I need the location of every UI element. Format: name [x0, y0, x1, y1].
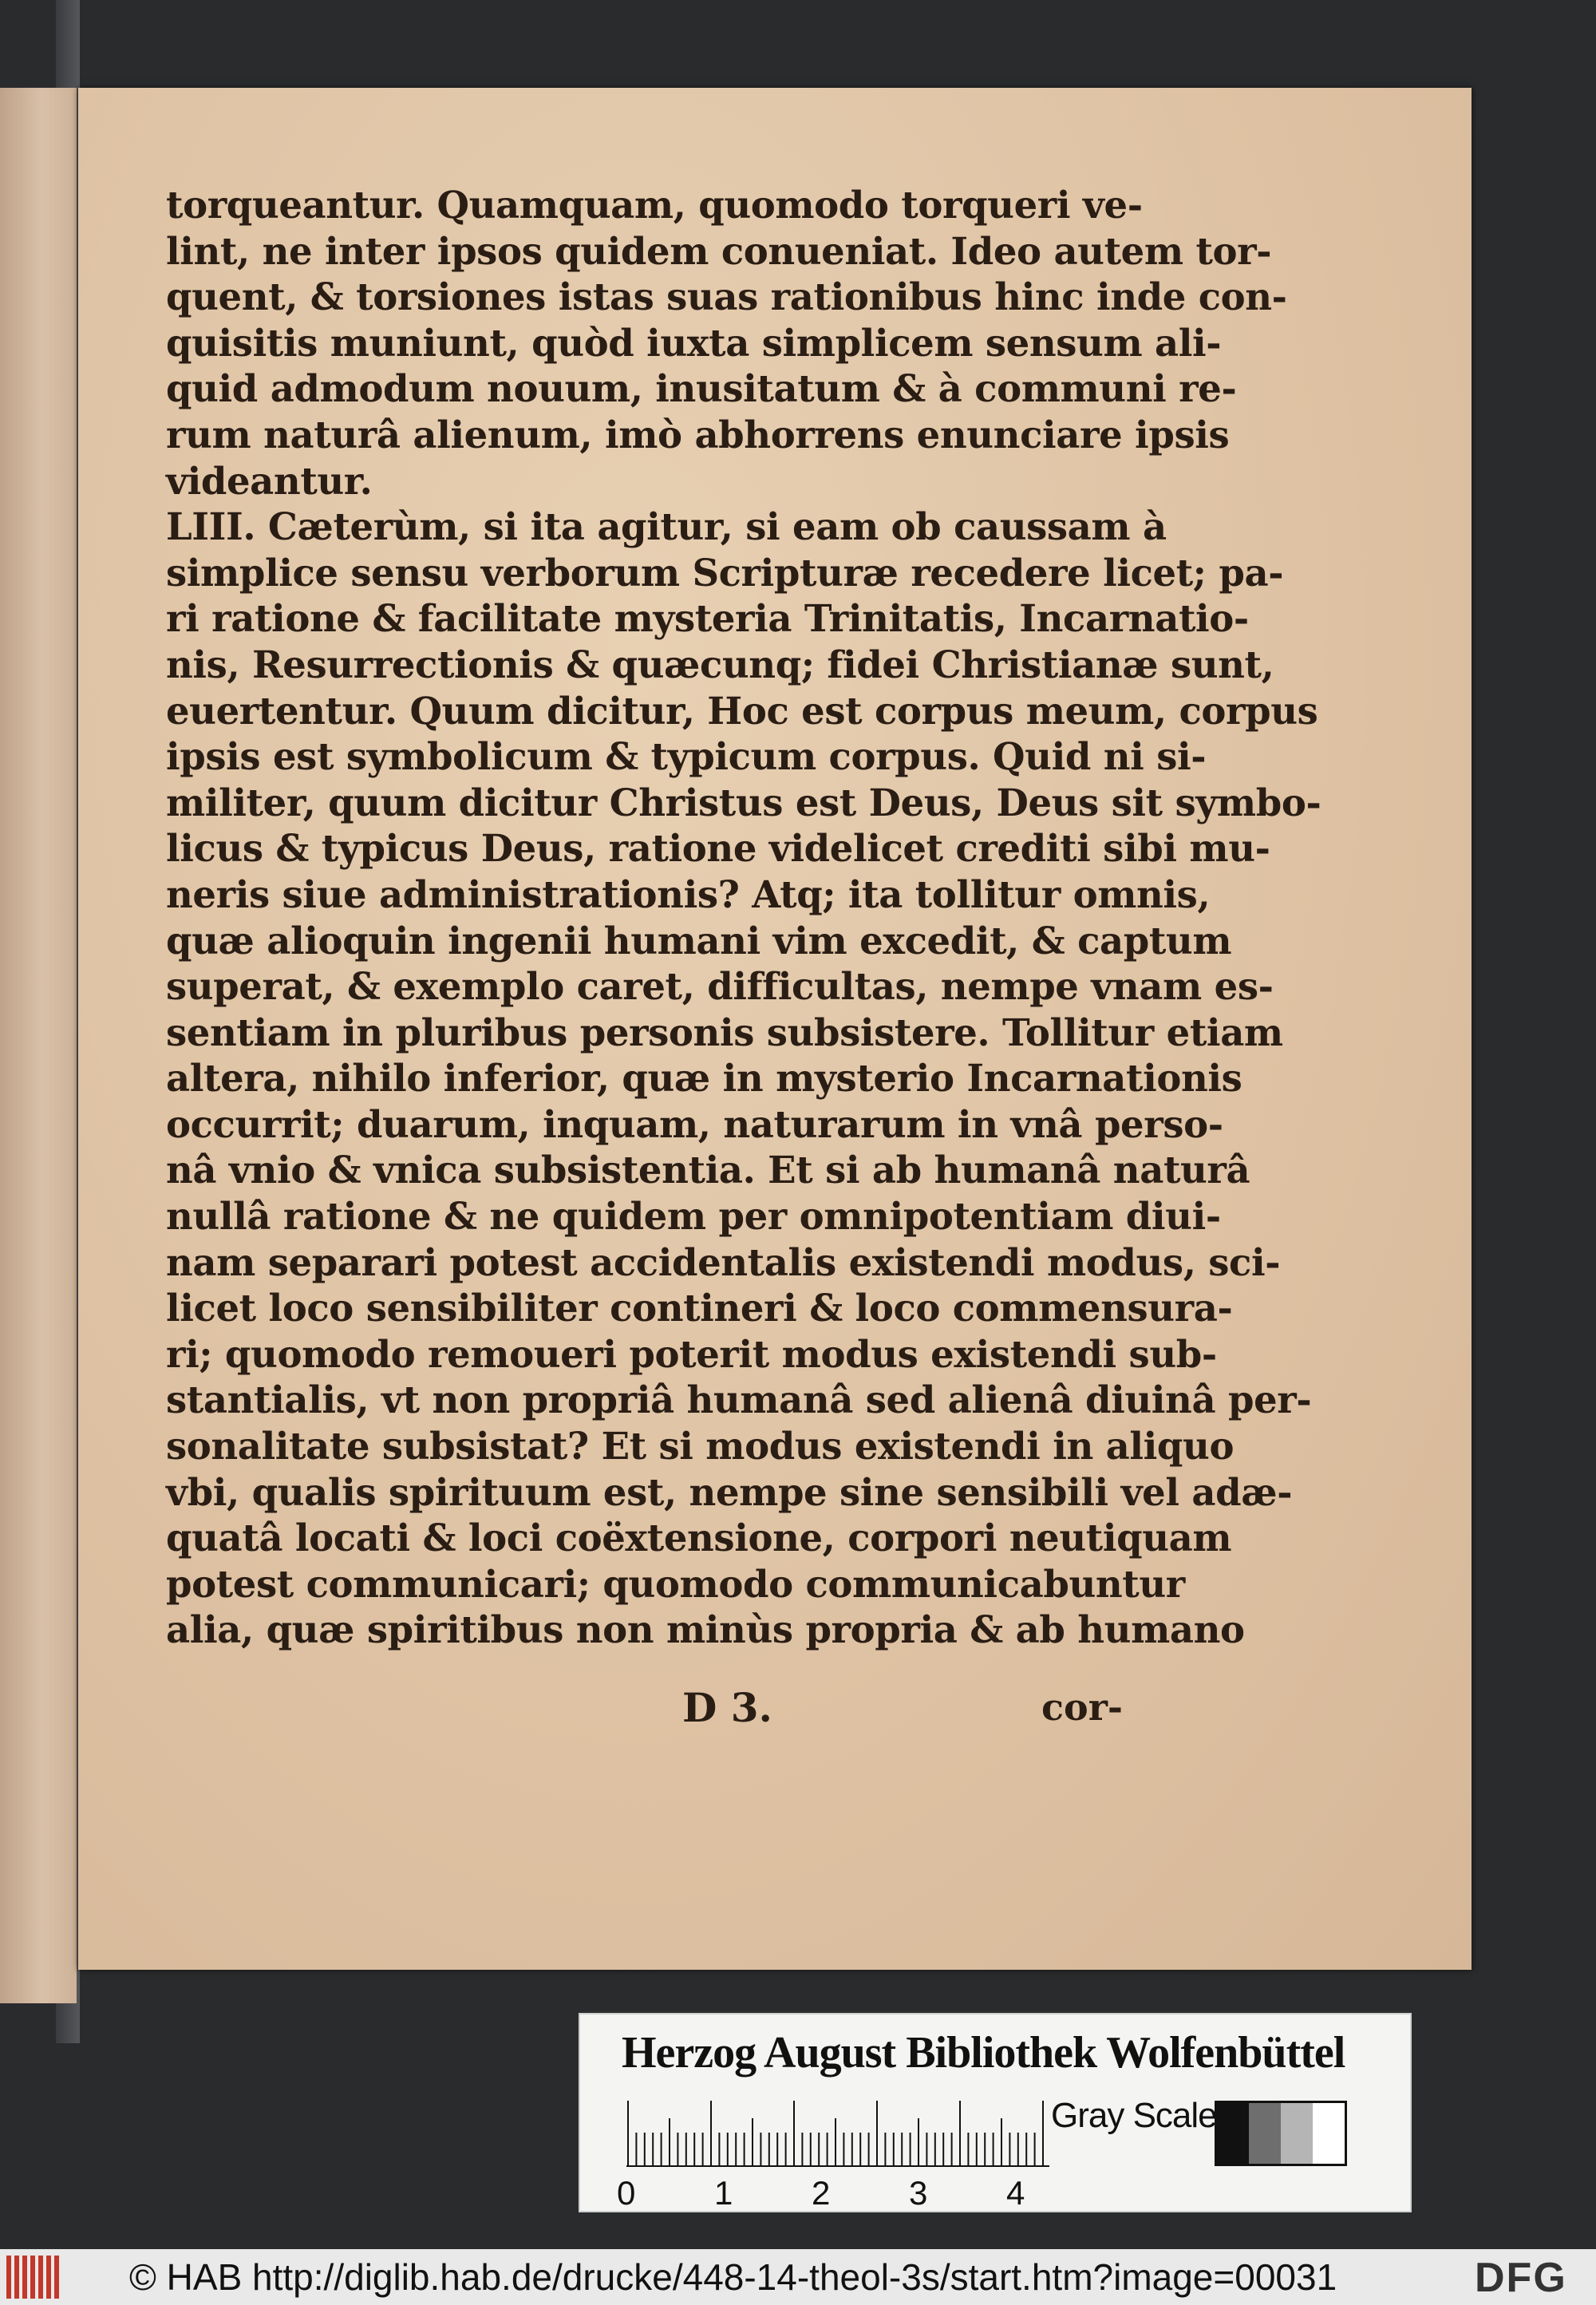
source-url[interactable]: © HAB http://diglib.hab.de/drucke/448-14-theol-3s/start.htm?image=00031: [129, 2256, 1337, 2298]
text-line: quisitis muniunt, quòd iuxta simplicem sensum ali-: [166, 320, 1222, 365]
text-line: stantialis, vt non propriâ humanâ sed alienâ diuinâ per-: [166, 1378, 1312, 1422]
text-line: sonalitate subsistat? Et si modus existendi in aliquo: [166, 1424, 1235, 1469]
text-line: videantur.: [166, 458, 373, 503]
text-line: ipsis est symbolicum & typicum corpus. Quid ni si-: [166, 734, 1207, 779]
ruler-number-3: 3: [909, 2174, 928, 2212]
ruler-number-2: 2: [812, 2174, 831, 2212]
ruler-number-0: 0: [617, 2174, 636, 2212]
text-line: superat, & exemplo caret, difficultas, nempe vnam es-: [166, 964, 1274, 1009]
gray-scale-swatch: [1215, 2101, 1347, 2166]
ruler-number-4: 4: [1006, 2174, 1025, 2212]
gray-swatch: [1281, 2103, 1313, 2164]
gray-scale-label: Gray Scale: [1051, 2096, 1217, 2135]
dfg-logo: DFG: [1475, 2255, 1567, 2301]
ruler-number-1: 1: [714, 2174, 733, 2212]
text-line: sentiam in pluribus personis subsistere. Tollitur etiam: [166, 1010, 1283, 1054]
text-line: quatâ locati & loci coëxtensione, corpori neutiquam: [166, 1516, 1232, 1560]
catchword: cor-: [1041, 1686, 1124, 1729]
text-line: licet loco sensibiliter contineri & loco commensura-: [166, 1286, 1233, 1330]
text-line: vbi, qualis spirituum est, nempe sine sensibili vel adæ-: [166, 1469, 1293, 1514]
text-line: ri; quomodo remoueri poterit modus existendi sub-: [166, 1331, 1217, 1376]
text-line: nullâ ratione & ne quidem per omnipotentiam diui-: [166, 1194, 1221, 1239]
library-label-title: Herzog August Bibliothek Wolfenbüttel: [622, 2028, 1345, 2078]
text-line: rum naturâ alienum, imò abhorrens enunciare ipsis: [166, 412, 1230, 457]
text-line: torqueantur. Quamquam, quomodo torqueri ve-: [166, 183, 1143, 227]
text-line: euertentur. Quum dicitur, Hoc est corpus meum, corpus: [166, 688, 1318, 733]
text-line: nâ vnio & vnica subsistentia. Et si ab humanâ naturâ: [166, 1148, 1250, 1192]
text-line: altera, nihilo inferior, quæ in mysterio Incarnationis: [166, 1056, 1242, 1101]
bottom-bar: [0, 2249, 1596, 2305]
gray-swatch: [1217, 2103, 1249, 2164]
signature-mark: D 3.: [682, 1684, 772, 1731]
text-line: neris siue administrationis? Atq; ita tollitur omnis,: [166, 872, 1211, 916]
library-label: [579, 2013, 1412, 2212]
text-line: simplice sensu verborum Scripturæ recedere licet; pa-: [166, 550, 1284, 595]
text-line: lint, ne inter ipsos quidem conueniat. Ideo autem tor-: [166, 228, 1272, 273]
text-line: potest communicari; quomodo communicabuntur: [166, 1561, 1185, 1606]
text-line: quæ alioquin ingenii humani vim excedit, & captum: [166, 918, 1232, 963]
text-line: licus & typicus Deus, ratione videlicet crediti sibi mu-: [166, 826, 1270, 871]
gray-swatch: [1249, 2103, 1281, 2164]
text-line: ri ratione & facilitate mysteria Trinitatis, Incarnatio-: [166, 596, 1249, 641]
text-line: militer, quum dicitur Christus est Deus, Deus sit symbo-: [166, 780, 1321, 824]
ruler: [626, 2101, 1049, 2168]
text-line: nis, Resurrectionis & quæcunq; fidei Christianæ sunt,: [166, 642, 1274, 686]
gray-swatch: [1313, 2103, 1345, 2164]
text-line: nam separari potest accidentalis existendi modus, sci-: [166, 1239, 1281, 1284]
barcode-icon: [6, 2256, 69, 2299]
page-text-block: [166, 182, 1321, 1653]
text-line: occurrit; duarum, inquam, naturarum in vnâ perso-: [166, 1101, 1223, 1146]
previous-page-edge: [0, 88, 77, 2003]
text-line: LIII. Cæterùm, si ita agitur, si eam ob caussam à: [166, 504, 1167, 549]
text-line: alia, quæ spiritibus non minùs propria & ab humano: [166, 1607, 1245, 1652]
text-line: quent, & torsiones istas suas rationibus hinc inde con-: [166, 275, 1287, 319]
text-line: quid admodum nouum, inusitatum & à communi re-: [166, 366, 1237, 411]
